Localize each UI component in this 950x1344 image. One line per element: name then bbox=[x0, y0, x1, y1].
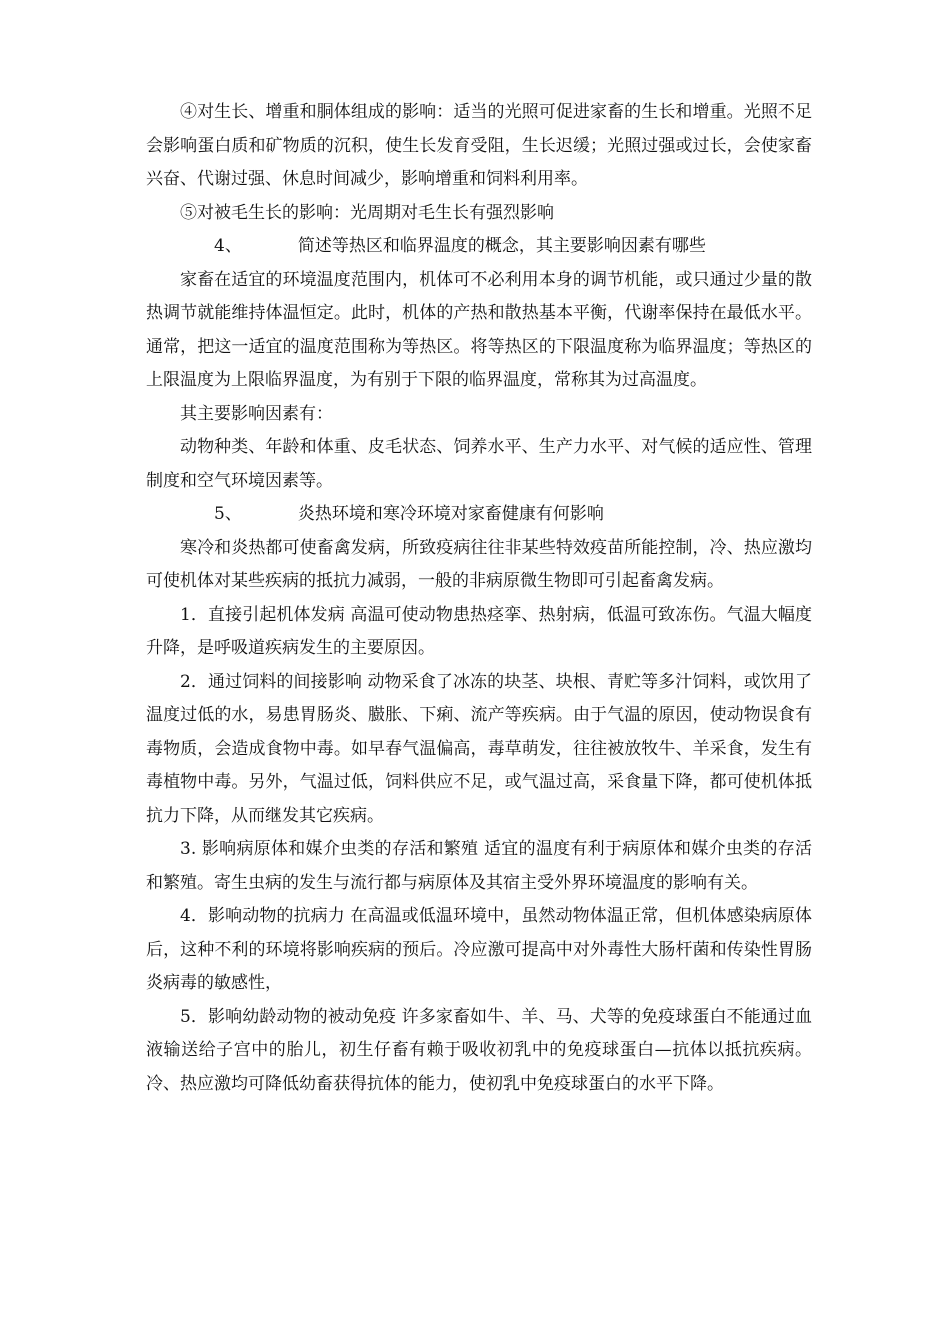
paragraph-wool-growth: ⑤对被毛生长的影响：光周期对毛生长有强烈影响 bbox=[180, 202, 554, 223]
paragraph-direct-disease: 1．直接引起机体发病 高温可使动物患热痉挛、热射病，低温可致冻伤。气温大幅度升降，是呼吸道疾病发生的主要原因。 bbox=[146, 604, 812, 658]
paragraph-cold-heat-disease: 寒冷和炎热都可使畜禽发病，所致疫病往往非某些特效疫苗所能控制，冷、热应激均可使机体对某些疾病的抵抗力减弱，一般的非病原微生物即可引起畜禽发病。 bbox=[146, 537, 812, 591]
paragraph-passive-immunity: 5．影响幼龄动物的被动免疫 许多家畜如牛、羊、马、犬等的免疫球蛋白不能通过血液输送给子宫中的胎儿，初生仔畜有赖于吸收初乳中的免疫球蛋白—抗体以抵抗疾病。冷、热应激均可降低幼畜获得抗体的能力，使初乳中免疫球蛋白的水平下降。 bbox=[146, 1006, 812, 1094]
paragraph-factors-list: 动物种类、年龄和体重、皮毛状态、饲养水平、生产力水平、对气候的适应性、管理制度和空气环境因素等。 bbox=[146, 437, 812, 491]
question-4-text: 简述等热区和临界温度的概念，其主要影响因素有哪些 bbox=[297, 236, 706, 256]
paragraph-feed-indirect: 2．通过饲料的间接影响 动物采食了冰冻的块茎、块根、青贮等多汁饲料，或饮用了温度过低的水，易患胃肠炎、臌胀、下痢、流产等疾病。由于气温的原因，使动物误食有毒物质，会造成食物中毒。如早春气温偏高，毒草萌发，往往被放牧牛、羊采食，发生有毒植物中毒。另外，气温过低，饲料供应不足，或气温过高，采食量下降，都可使机体抵抗力下降，从而继发其它疾病。 bbox=[146, 671, 812, 826]
question-4-heading bbox=[146, 230, 812, 264]
document-body bbox=[146, 96, 812, 1101]
paragraph-thermoneutral-zone: 家畜在适宜的环境温度范围内，机体可不必利用本身的调节机能，或只通过少量的散热调节就能维持体温恒定。此时，机体的产热和散热基本平衡，代谢率保持在最低水平。通常，把这一适宜的温度范围称为等热区。将等热区的下限温度称为临界温度；等热区的上限温度为上限临界温度，为有别于下限的临界温度，常称其为过高温度。 bbox=[146, 269, 812, 390]
question-5-heading bbox=[146, 498, 812, 532]
paragraph-disease-resistance: 4．影响动物的抗病力 在高温或低温环境中，虽然动物体温正常，但机体感染病原体后，这种不利的环境将影响疾病的预后。冷应激可提高中对外毒性大肠杆菌和传染性胃肠炎病毒的敏感性， bbox=[146, 906, 812, 993]
paragraph-factors-intro: 其主要影响因素有： bbox=[180, 403, 333, 424]
question-5-number: 5、 bbox=[214, 504, 242, 524]
paragraph-pathogen-survival: 3. 影响病原体和媒介虫类的存活和繁殖 适宜的温度有利于病原体和媒介虫类的存活和繁殖。寄生虫病的发生与流行都与病原体及其宿主受外界环境温度的影响有关。 bbox=[146, 839, 812, 893]
question-4-number: 4、 bbox=[214, 236, 242, 256]
question-5-text: 炎热环境和寒冷环境对家畜健康有何影响 bbox=[297, 504, 604, 524]
paragraph-growth-effect: ④对生长、增重和胴体组成的影响：适当的光照可促进家畜的生长和增重。光照不足会影响蛋白质和矿物质的沉积，使生长发育受阻，生长迟缓；光照过强或过长，会使家畜兴奋、代谢过强、休息时间减少，影响增重和饲料利用率。 bbox=[146, 102, 812, 189]
